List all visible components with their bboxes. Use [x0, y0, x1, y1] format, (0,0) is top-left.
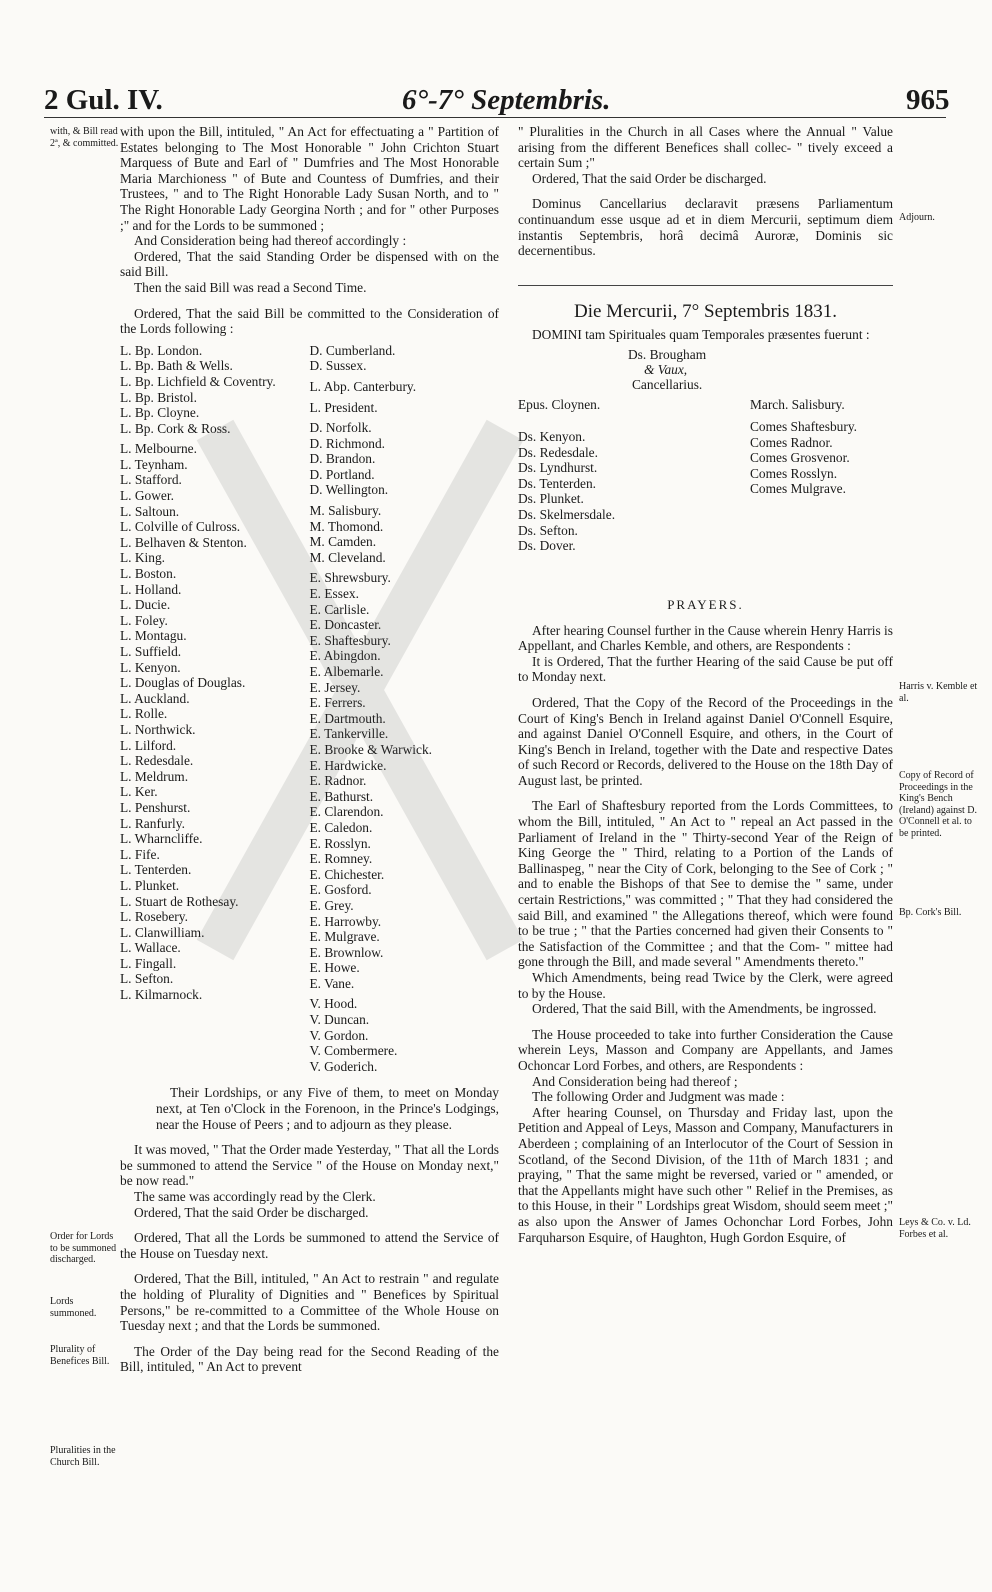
header-regnal-year: 2 Gul. IV. — [44, 84, 163, 116]
paragraph: After hearing Counsel, on Thursday and Friday last, upon the Petition and Appeal of Leys, Masson and Company, Manufacturers in Aberdeen ; complaining of an Interlocutor of the Court of Session in Scotland, of the Second Division, of the 11th of March 1831 ; and praying, " That the same might be reversed, varied or " amended, or that the Appellants might have such other " Relief in the Premises, as to this House, in their " Lordships great Wisdom, should seem meet ;" as also upon the Answer of James Ochonchar Lord Forbes, John Farquharson Esquire, of Haughton, Hugh Gordon Esquire, of — [518, 1104, 893, 1245]
margin-note-adjourn: Adjourn. — [899, 212, 935, 223]
lord-entry: L. Auckland. — [120, 690, 190, 706]
baron-entry: Ds. Kenyon. — [518, 428, 586, 444]
baron-entry: Ds. Tenterden. — [518, 475, 597, 491]
lord-entry: L. Holland. — [120, 581, 182, 597]
lord-entry: E. Caledon. — [309, 819, 373, 835]
lord-entry: L. Douglas of Douglas. — [120, 675, 246, 691]
lord-entry: E. Bathurst. — [309, 788, 374, 804]
lord-entry: D. Sussex. — [309, 358, 367, 374]
lord-entry: E. Shrewsbury. — [309, 570, 391, 586]
baron-entry: Ds. Skelmersdale. — [518, 506, 616, 522]
paragraph: Ordered, That the said Bill be committed to the Consideration of the Lords following : — [120, 305, 499, 337]
page-number: 965 — [906, 84, 950, 116]
lord-entry: V. Gordon. — [309, 1027, 369, 1043]
lord-entry: E. Carlisle. — [309, 601, 370, 617]
lord-entry: L. Foley. — [120, 612, 168, 628]
margin-note-read2: with, & Bill read 2ª, & committed. — [50, 126, 119, 149]
paragraph: Their Lordships, or any Five of them, to meet on Monday next, at Ten o'Clock in the Forenoon, in the Prince's Lodgings, near the House of Peers ; and to adjourn as they please. — [156, 1085, 499, 1132]
earl-entry: Comes Shaftesbury. — [750, 418, 857, 434]
lord-entry: L. Suffield. — [120, 644, 182, 659]
lord-entry: D. Brandon. — [309, 451, 376, 467]
lord-entry: M. Cleveland. — [309, 549, 386, 565]
lord-entry: L. Bp. London. — [120, 342, 203, 358]
lord-entry: E. Radnor. — [309, 773, 367, 789]
paragraph: The same was accordingly read by the Clerk. — [134, 1189, 376, 1204]
lord-entry: D. Cumberland. — [309, 342, 396, 358]
lord-entry: E. Shaftesbury. — [309, 632, 391, 648]
members-present — [518, 347, 893, 587]
margin-note-pluralities-church: Pluralities in the Church Bill. — [50, 1445, 116, 1468]
paragraph: The House proceeded to take into further Consideration the Cause wherein Leys, Masson and Company are Appellants, and James Ochoncar Lord Forbes, and others, are Respondents : — [518, 1026, 893, 1073]
lord-entry: E. Vane. — [309, 975, 355, 991]
paragraph: Ordered, That the Copy of the Record of the Proceedings in the Court of King's Bench in Ireland against Daniel O'Connell Esquire, and against Daniel O'Connell Esquire, and others, in the Court of King's Bench in Ireland, together with the Date and respective Dates of such Record or Records, delivered to the House on the 18th Day of August last, be printed. — [518, 694, 893, 788]
paragraph: Ordered, That the said Order be discharged. — [532, 170, 767, 186]
lord-entry: L. Bp. Bath & Wells. — [120, 358, 233, 374]
lord-entry: L. Abp. Canterbury. — [309, 378, 417, 394]
baron-entry: Ds. Sefton. — [518, 522, 578, 538]
paragraph: Ordered, That all the Lords be summoned to attend the Service of the House on Tuesday next. — [120, 1230, 499, 1261]
lord-entry: V. Hood. — [309, 996, 358, 1012]
lord-entry: L. President. — [309, 399, 378, 415]
lord-entry: L. Northwick. — [120, 721, 196, 737]
lord-entry: L. Stuart de Rothesay. — [120, 893, 239, 909]
section-divider — [518, 285, 893, 286]
lords-group — [310, 503, 500, 565]
lord-entry: E. Clarendon. — [309, 804, 384, 820]
earl-entry: Comes Mulgrave. — [750, 481, 846, 497]
sitting-title: Die Mercurii, 7° Septembris 1831. — [574, 300, 837, 322]
lord-entry: E. Jersey. — [309, 679, 361, 695]
lords-group — [120, 441, 310, 1002]
lord-entry: M. Thomond. — [309, 518, 384, 534]
lord-entry: L. Teynham. — [120, 456, 188, 472]
lord-entry: L. Gower. — [120, 488, 174, 504]
paragraph: Ordered, That the said Standing Order be dispensed with on the said Bill. — [120, 248, 499, 280]
prayers-heading: PRAYERS. — [667, 596, 744, 612]
lord-entry: E. Essex. — [309, 586, 359, 602]
lord-entry: L. Boston. — [120, 566, 177, 582]
lord-entry: E. Brooke & Warwick. — [309, 741, 433, 757]
lord-entry: L. Bp. Bristol. — [120, 389, 198, 405]
lords-group — [120, 343, 310, 437]
lord-entry: L. Montagu. — [120, 628, 187, 644]
lord-entry: E. Dartmouth. — [309, 710, 386, 726]
lord-entry: L. Bp. Cloyne. — [120, 405, 200, 421]
paragraph: The Order of the Day being read for the Second Reading of the Bill, intituled, " An Act to prevent — [120, 1343, 499, 1375]
lord-entry: E. Brownlow. — [309, 944, 384, 960]
baron-entry: Ds. Dover. — [518, 538, 576, 554]
lord-entry: L. King. — [120, 550, 166, 566]
lords-group — [310, 570, 500, 991]
earl-entry: Comes Rosslyn. — [750, 465, 838, 481]
lord-entry: L. Clanwilliam. — [120, 924, 205, 940]
baron-entry: Ds. Plunket. — [518, 491, 584, 507]
paragraph: DOMINI tam Spirituales quam Temporales præsentes fuerunt : — [532, 327, 870, 343]
margin-note-lords-summoned: Lords summoned. — [50, 1296, 97, 1319]
lord-entry: M. Salisbury. — [309, 503, 382, 519]
lord-entry: L. Melbourne. — [120, 441, 197, 457]
lord-entry: M. Camden. — [309, 534, 377, 550]
lord-entry: E. Gosford. — [309, 882, 372, 898]
paragraph: The following Order and Judgment was made : — [532, 1089, 785, 1105]
paragraph: Ordered, That the said Order be discharged. — [134, 1204, 369, 1220]
paragraph: And Consideration being had thereof ; — [532, 1073, 738, 1089]
earl-entry: Comes Grosvenor. — [750, 450, 850, 466]
lord-entry: L. Sefton. — [120, 971, 174, 987]
lord-entry: E. Howe. — [309, 960, 360, 976]
lord-entry: L. Saltoun. — [120, 503, 180, 519]
lords-column-1 — [120, 343, 310, 1080]
lord-entry: L. Fife. — [120, 846, 160, 862]
lord-entry: L. Ranfurly. — [120, 815, 185, 831]
paragraph: Dominus Cancellarius declaravit præsens Parliamentum continuandum esse usque ad et in diem Mercurii, septimum diem instantis Septembris, horâ decimâ Auroræ, Dominis sic decernentibus. — [518, 196, 893, 259]
paragraph: The Earl of Shaftesbury reported from the Lords Committees, to whom the Bill, intituled, " An Act to " repeal an Act passed in the Parliament of Ireland in the " Thirty-second Year of the Reign of King George the " Third, relating to a Portion of the Lands of Ballinaspeg, " near the City of Cork, belonging to the See of Cork ; " and to enable the Bishops of that See to demise the " same, under certain Restrictions," was committed ; " That they had considered the said Bill, and examined " the Allegations thereof, which were found to be true ; " that the Parties concerned had given their Consents to " the Satisfaction of the Committee ; and that the Com- " mittee had gone through the Bill, and made several " Amendments thereto." — [518, 798, 893, 970]
margin-note-leys: Leys & Co. v. Ld. Forbes et al. — [899, 1217, 971, 1240]
barons-present — [518, 429, 615, 554]
lord-entry: E. Mulgrave. — [309, 929, 380, 945]
lord-entry: L. Rosebery. — [120, 909, 188, 925]
lord-entry: L. Wallace. — [120, 940, 181, 956]
left-column — [120, 124, 499, 1375]
paragraph: Ordered, That the Bill, intituled, " An Act to restrain " and regulate the holding of Plurality of Dignities and " Benefices by Spiritual Persons," be re-committed to a Committee of the Whole House on Tuesday next ; and that the Lords be summoned. — [120, 1271, 499, 1334]
lord-entry: E. Romney. — [309, 851, 373, 867]
paragraph: Which Amendments, being read Twice by the Clerk, were agreed to by the House. — [518, 970, 893, 1001]
lord-entry: E. Chichester. — [309, 866, 385, 882]
lords-group — [310, 400, 500, 416]
lord-entry: L. Bp. Lichfield & Coventry. — [120, 373, 276, 389]
lord-entry: L. Ker. — [120, 784, 158, 800]
lord-entry: V. Goderich. — [309, 1058, 378, 1074]
paragraph: " Pluralities in the Church in all Cases where the Annual " Value arising from the different Benefices shall collec- " tively exceed a certain Sum ;" — [518, 124, 893, 171]
paragraph: with upon the Bill, intituled, " An Act for effectuating a " Partition of Estates belonging to The Most Honorable " John Crichton Stuart Marquess of Bute and Earl of " Dumfries and The Most Honorable Maria Marchioness " of Bute and Countess of Dumfries, and their Trustees, " and to The Right Honorable Lady Susan North, and to " The Right Honorable Lady Georgina North ; and for " other Purposes ;" and for the Lords to be summoned ; — [120, 124, 499, 233]
lord-entry: D. Norfolk. — [309, 420, 372, 436]
lord-entry: V. Duncan. — [309, 1012, 370, 1028]
lord-entry: V. Combermere. — [309, 1043, 398, 1059]
paragraph: After hearing Counsel further in the Cause wherein Henry Harris is Appellant, and Charles Kemble, and others, are Respondents : — [518, 622, 893, 654]
lord-entry: D. Portland. — [309, 466, 375, 482]
lords-group — [310, 379, 500, 395]
lord-entry: L. Penshurst. — [120, 799, 191, 815]
paragraph: Ordered, That the said Bill, with the Amendments, be ingrossed. — [532, 1001, 877, 1017]
lord-entry: L. Fingall. — [120, 955, 177, 971]
chancellor-title-part: & Vaux, — [644, 361, 688, 377]
margin-note-harris: Harris v. Kemble et al. — [899, 681, 978, 704]
earl-entry: Comes Radnor. — [750, 434, 833, 450]
lord-entry: L. Stafford. — [120, 472, 182, 488]
lord-entry: L. Tenterden. — [120, 862, 192, 878]
baron-entry: Ds. Redesdale. — [518, 444, 598, 460]
lord-entry: E. Rosslyn. — [309, 835, 371, 851]
lords-group — [310, 420, 500, 498]
lord-entry: L. Plunket. — [120, 877, 180, 893]
margin-note-order-discharged: Order for Lords to be summoned discharged. — [50, 1231, 117, 1265]
chancellor-name: Ds. Brougham — [628, 346, 707, 362]
lord-entry: E. Doncaster. — [309, 617, 382, 633]
earls-present — [750, 419, 857, 497]
lord-entry: L. Colville of Culross. — [120, 519, 241, 535]
lord-entry: E. Ferrers. — [309, 695, 366, 711]
lord-entry: L. Redesdale. — [120, 753, 194, 769]
lord-entry: L. Kenyon. — [120, 659, 181, 675]
paragraph: And Consideration being had thereof accordingly : — [134, 233, 407, 249]
margin-note-bp-cork: Bp. Cork's Bill. — [899, 907, 962, 918]
lord-entry: L. Kilmarnock. — [120, 987, 203, 1003]
lords-group — [310, 343, 500, 374]
committee-lords-list — [120, 343, 499, 1080]
lord-entry: L. Bp. Cork & Ross. — [120, 420, 231, 436]
lord-entry: L. Ducie. — [120, 597, 171, 613]
lords-group — [310, 996, 500, 1074]
right-column — [518, 124, 893, 1245]
lord-entry: E. Albemarle. — [309, 664, 384, 679]
header-rule — [44, 117, 946, 118]
paragraph: It was moved, " That the Order made Yesterday, " That all the Lords be summoned to attend the Service " of the House on Monday next," be now read." — [120, 1142, 499, 1189]
lord-entry: E. Tankerville. — [309, 726, 389, 742]
lord-entry: E. Harrowby. — [309, 913, 382, 929]
lord-entry: L. Wharncliffe. — [120, 831, 203, 847]
lord-entry: E. Abingdon. — [309, 648, 381, 664]
lord-entry: D. Wellington. — [309, 482, 389, 498]
header-date: 6°-7° Septembris. — [402, 84, 611, 116]
lords-column-2 — [310, 343, 500, 1080]
paragraph: Then the said Bill was read a Second Time. — [134, 279, 367, 295]
lord-entry: L. Belhaven & Stenton. — [120, 534, 247, 550]
lord-entry: L. Rolle. — [120, 706, 168, 722]
lord-entry: L. Meldrum. — [120, 768, 189, 784]
lord-entry: E. Grey. — [309, 897, 354, 913]
lord-entry: D. Richmond. — [309, 435, 386, 451]
lord-entry: E. Hardwicke. — [309, 757, 387, 773]
chancellor-office: Cancellarius. — [632, 376, 703, 392]
margin-note-copy-record: Copy of Record of Proceedings in the King's Bench (Ireland) against D. O'Connell et al. to be printed. — [899, 770, 978, 839]
paragraph: It is Ordered, That the further Hearing of the said Cause be put off to Monday next. — [518, 653, 893, 685]
bishop-present: Epus. Cloynen. — [518, 396, 601, 412]
baron-entry: Ds. Lyndhurst. — [518, 460, 598, 476]
lord-entry: L. Lilford. — [120, 737, 177, 753]
marquess-present: March. Salisbury. — [750, 396, 845, 412]
margin-note-plurality: Plurality of Benefices Bill. — [50, 1344, 110, 1367]
